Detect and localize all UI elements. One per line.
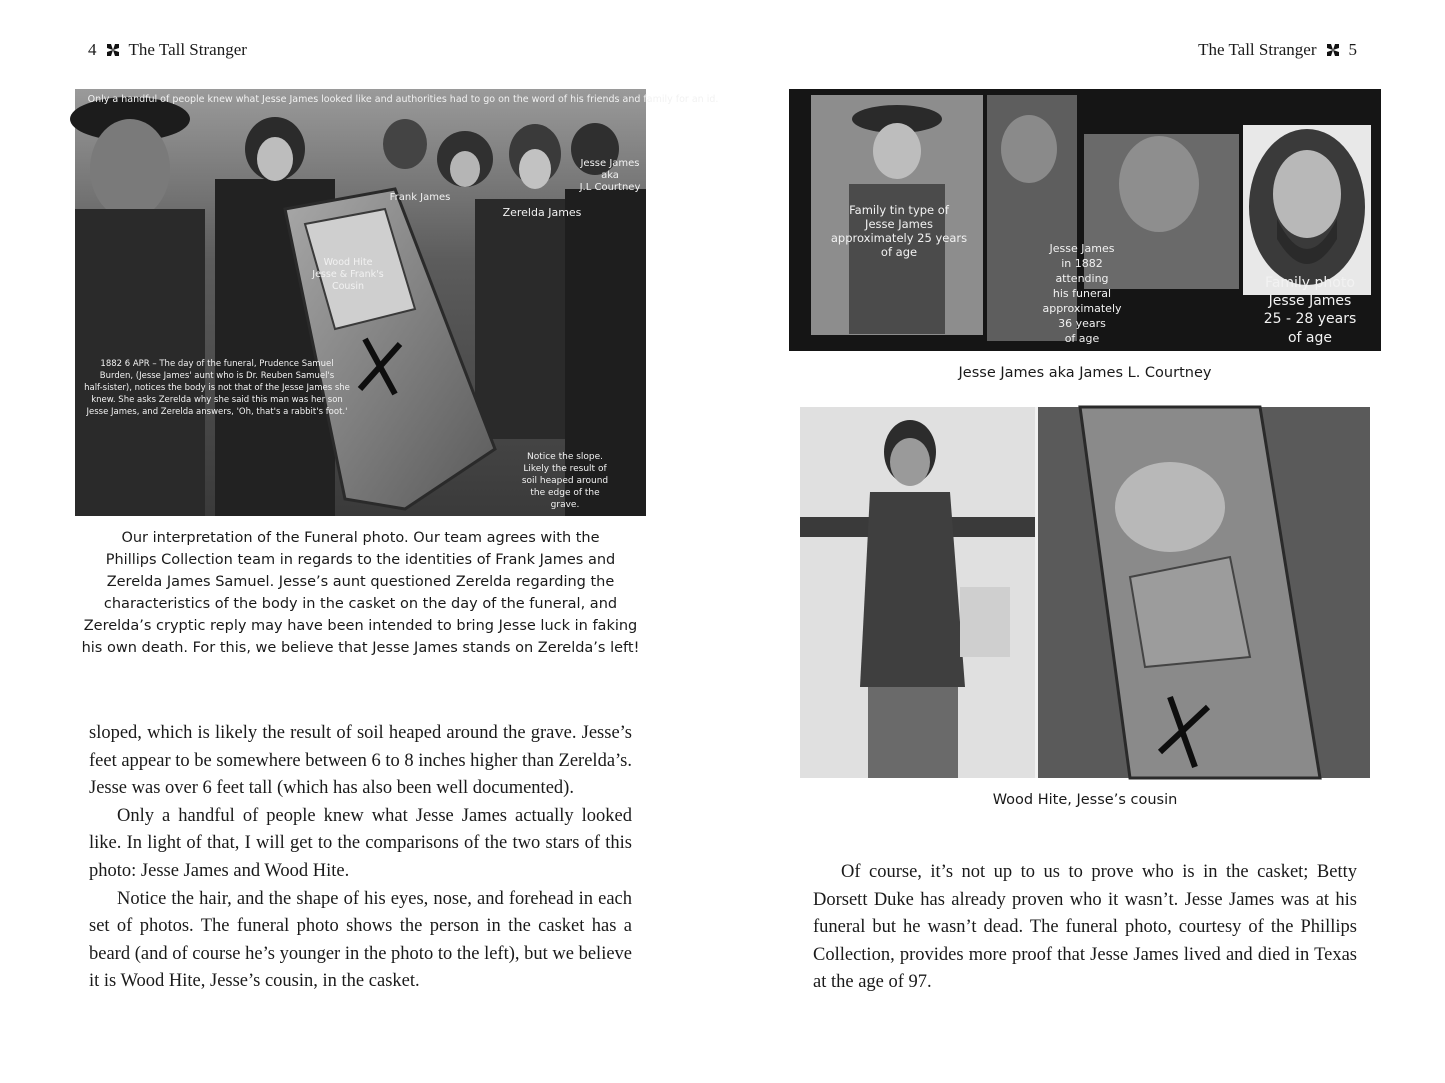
left-page — [0, 0, 722, 1083]
funeral-label-line4: his funeral — [1052, 287, 1112, 300]
tin-label-line1: Family tin type of — [849, 203, 949, 217]
paragraph: Only a handful of people knew what Jesse James actually looked like. In light of that, I will get to the comparisons of the two stars of this photo: Jesse James and Wood Hite. — [89, 805, 632, 881]
funeral-label-line2: in 1882 — [1061, 257, 1103, 270]
annotation-story-line2: Burden, (Jesse James' aunt who is Dr. Reuben Samuel's — [99, 371, 335, 381]
funeral-label-line3: attending — [1055, 272, 1109, 285]
annotation-story-line4: knew. She asks Zerelda why she said this man was her son — [91, 395, 343, 405]
annotation-jesse-line1: Jesse James — [580, 158, 640, 169]
right-page — [722, 0, 1445, 1083]
paragraph: Notice the hair, and the shape of his eyes, nose, and forehead in each set of photos. The funeral photo shows the person in the casket has a beard (and of course he’s younger in the photo to the left), but we believe it is Wood Hite, Jesse’s cousin, in the casket. — [89, 888, 633, 992]
family-photo-label-line4: of age — [1287, 330, 1333, 346]
funeral-label-line1: Jesse James — [1049, 242, 1115, 255]
family-photo-label-line1: Family photo — [1265, 275, 1355, 291]
funeral-photo — [75, 89, 719, 516]
annotation-slope-line1: Notice the slope. — [526, 452, 604, 462]
annotation-jesse-line2: aka — [601, 170, 619, 181]
annotation-slope-line5: grave. — [550, 500, 580, 510]
wood-hite-photo-caption: Wood Hite, Jesse’s cousin — [992, 792, 1178, 808]
left-running-header — [88, 40, 247, 60]
right-body-text — [813, 859, 1357, 997]
caption-line: Phillips Collection team in regards to the identities of Frank James and — [105, 552, 616, 568]
tin-label-line4: of age — [880, 245, 918, 259]
running-title-right: The Tall Stranger — [1198, 40, 1317, 59]
caption-line: his own death. For this, we believe that Jesse James stands on Zerelda’s left! — [81, 640, 640, 656]
annotation-story-line3: half-sister), notices the body is not that of the Jesse James she — [84, 383, 350, 393]
caption-line: Zerelda James Samuel. Jesse’s aunt questioned Zerelda regarding the — [106, 574, 615, 590]
tin-label-line3: approximately 25 years — [830, 231, 968, 245]
caption-line: Zerelda’s cryptic reply may have been intended to bring Jesse luck in faking — [83, 618, 638, 634]
annotation-story-line1: 1882 6 APR – The day of the funeral, Prudence Samuel — [100, 359, 334, 369]
annotation-top-note: Only a handful of people knew what Jesse James looked like and authorities had to go on the word of his friends and family for an id. — [87, 94, 719, 105]
caption-line: characteristics of the body in the casket on the day of the funeral, and — [103, 596, 618, 612]
paragraph: Of course, it’s not up to us to prove who is in the casket; Betty Dorsett Duke has already proven who it wasn’t. Jesse James was at his funeral but he wasn’t dead. The funeral photo, courtesy of the Phillips Collection, provides more proof that Jesse James lived and died in Texas at the age of 97. — [813, 862, 1357, 993]
left-body-text — [89, 720, 632, 996]
annotation-zerelda: Zerelda James — [502, 206, 582, 219]
annotation-wood-line2: Jesse & Frank's — [312, 269, 384, 280]
annotation-frank-james: Frank James — [389, 192, 451, 203]
running-title-left: The Tall Stranger — [128, 40, 247, 59]
funeral-photo-caption — [75, 527, 646, 659]
page-number-right: 5 — [1348, 40, 1357, 59]
paragraph: sloped, which is likely the result of soil heaped around the grave. Jesse’s feet appear to be somewhere between 6 to 8 inches higher than Zerelda’s. Jesse was over 6 feet tall (which has also been well documented). — [89, 723, 632, 799]
annotation-slope-line2: Likely the result of — [523, 464, 607, 474]
annotation-wood-line1: Wood Hite — [323, 257, 373, 268]
annotation-story-line5: Jesse James, and Zerelda answers, 'Oh, that's a rabbit's foot.' — [86, 407, 348, 417]
maltese-cross-icon — [105, 42, 121, 58]
caption-line: Our interpretation of the Funeral photo. Our team agrees with the — [121, 530, 600, 546]
page-number-left: 4 — [88, 40, 97, 59]
funeral-label-line5: approximately — [1042, 302, 1122, 315]
annotation-wood-line3: Cousin — [331, 281, 365, 292]
annotation-slope-line4: the edge of the — [530, 488, 600, 498]
wood-hite-photo — [800, 407, 1370, 778]
maltese-cross-icon — [1325, 42, 1341, 58]
funeral-label-line6: 36 years — [1058, 317, 1106, 330]
comparison-photo-caption: Jesse James aka James L. Courtney — [958, 365, 1212, 381]
family-photo-label-line3: 25 - 28 years — [1263, 311, 1357, 327]
jesse-comparison-photo — [789, 89, 1381, 351]
funeral-label-line7: of age — [1064, 332, 1100, 345]
annotation-jesse-line3: J.L Courtney — [579, 182, 641, 193]
annotation-slope-line3: soil heaped around — [521, 476, 609, 486]
right-running-header — [1198, 40, 1357, 60]
family-photo-label-line2: Jesse James — [1268, 293, 1352, 309]
tin-label-line2: Jesse James — [865, 217, 933, 231]
